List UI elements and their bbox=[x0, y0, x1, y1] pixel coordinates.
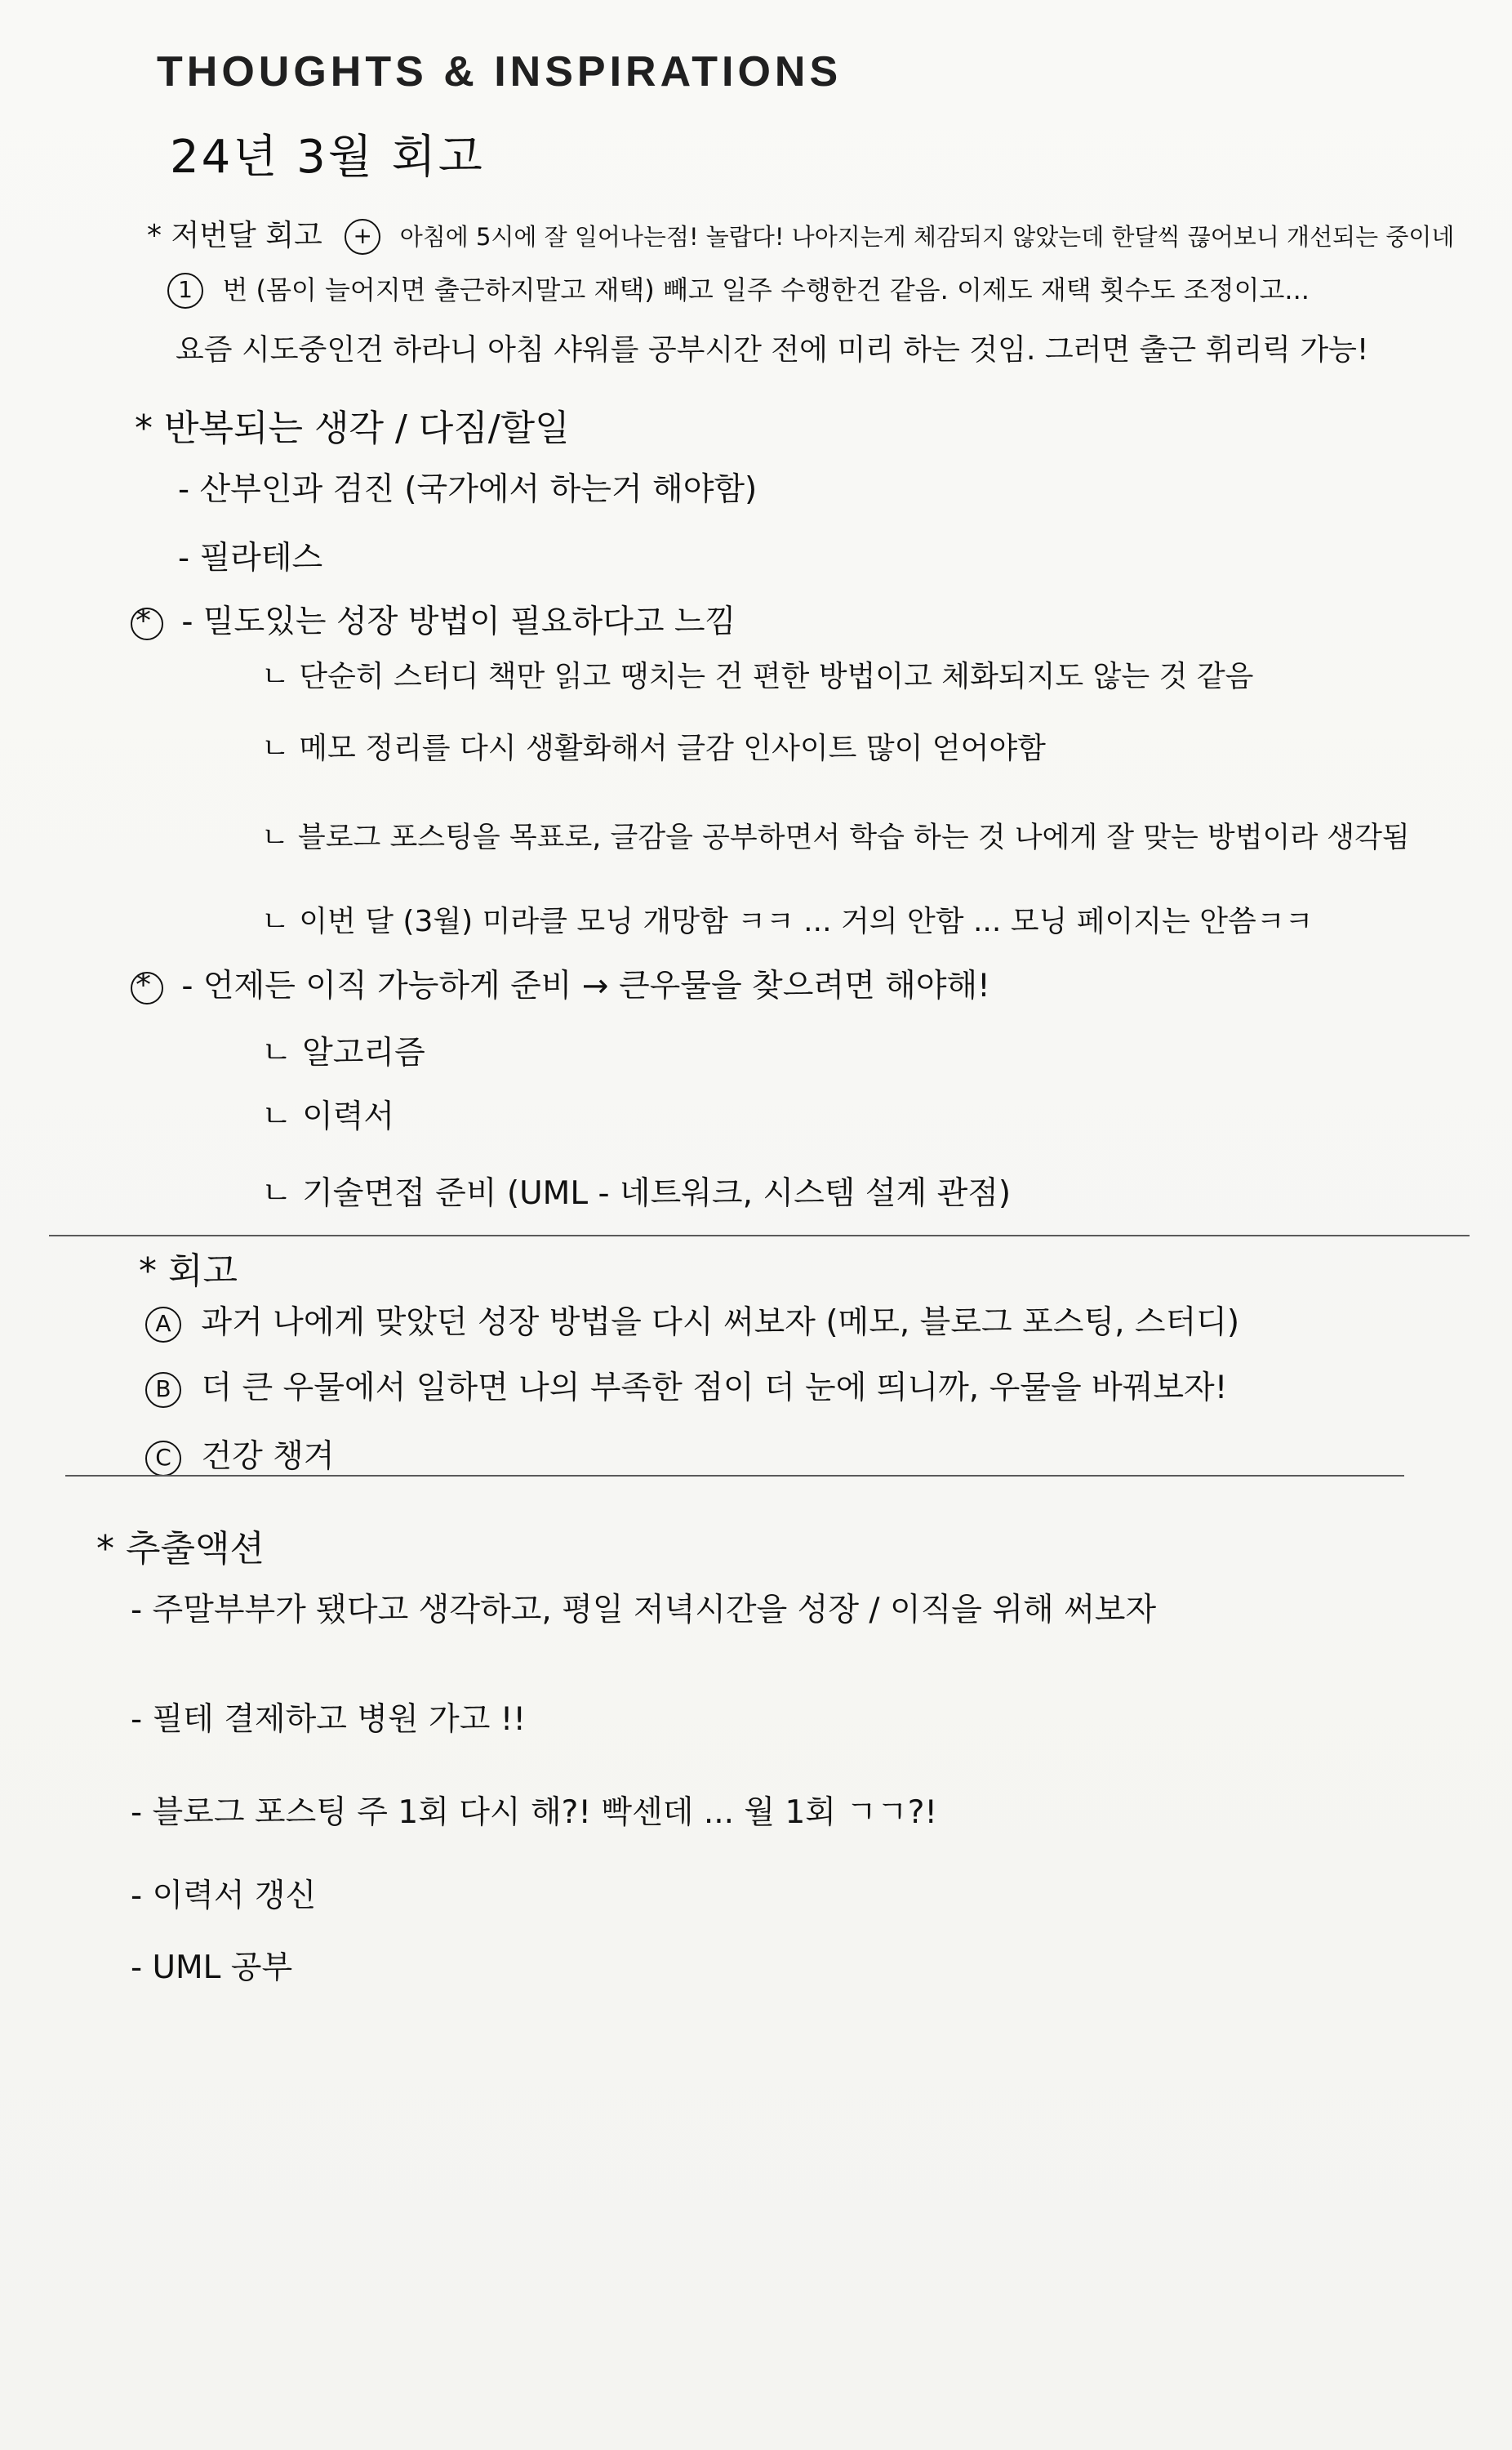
last-month-text-3: 요즘 시도중인건 하라니 아침 샤워를 공부시간 전에 미리 하는 것임. 그러면 출근 휘리릭 가능! bbox=[176, 333, 1369, 367]
last-month-heading: * 저번달 회고 bbox=[147, 219, 322, 252]
letter-b-circle-icon: B bbox=[145, 1372, 181, 1408]
job-heading-row bbox=[131, 960, 990, 1006]
growth-item-2: ㄴ 메모 정리를 다시 생활화해서 글감 인사이트 많이 얻어야함 bbox=[261, 732, 1046, 765]
growth-item-4: ㄴ 이번 달 (3월) 미라클 모닝 개망함 ㅋㅋ ... 거의 안함 ... 모닝 페이지는 안씀ㅋㅋ bbox=[261, 905, 1314, 938]
divider-line-1 bbox=[49, 1235, 1470, 1236]
action-item-2: - 필테 결제하고 병원 가고 !! bbox=[131, 1701, 527, 1738]
last-month-text-1: 아침에 5시에 잘 일어나는점! 놀랍다! 나아지는게 체감되지 않았는데 한달씩 끊어보니 개선되는 중이네 bbox=[399, 223, 1455, 251]
starred-circle-icon: * bbox=[131, 608, 163, 640]
job-item-resume: ㄴ 이력서 bbox=[261, 1098, 395, 1135]
retro-item-a-text: 과거 나에게 맞았던 성장 방법을 다시 써보자 (메모, 블로그 포스팅, 스터디) bbox=[201, 1304, 1240, 1341]
divider-line-2 bbox=[65, 1475, 1404, 1477]
repeat-item-pilates: - 필라테스 bbox=[178, 540, 323, 577]
actions-heading: * 추출액션 bbox=[96, 1528, 265, 1570]
growth-heading: - 밀도있는 성장 방법이 필요하다고 느낌 bbox=[181, 604, 736, 640]
action-item-1: - 주말부부가 됐다고 생각하고, 평일 저녁시간을 성장 / 이직을 위해 써보자 bbox=[131, 1592, 1157, 1628]
last-month-text-2: 번 (몸이 늘어지면 출근하지말고 재택) 빼고 일주 수행한건 같음. 이제도 재택 횟수도 조정이고... bbox=[222, 274, 1310, 305]
retro-item-c bbox=[145, 1431, 335, 1477]
action-item-4: - 이력서 갱신 bbox=[131, 1878, 317, 1914]
job-item-algorithm: ㄴ 알고리즘 bbox=[261, 1035, 425, 1071]
page-header-title: THOUGHTS & INSPIRATIONS bbox=[157, 48, 843, 96]
page-title: 24년 3월 회고 bbox=[170, 131, 485, 184]
letter-c-circle-icon: C bbox=[145, 1441, 181, 1477]
job-item-interview: ㄴ 기술면접 준비 (UML - 네트워크, 시스템 설계 관점) bbox=[261, 1175, 1012, 1212]
growth-heading-row bbox=[131, 596, 736, 642]
starred-circle-icon: * bbox=[131, 972, 163, 1004]
last-month-line-1 bbox=[147, 212, 1454, 255]
last-month-line-2 bbox=[167, 270, 1310, 309]
retro-item-b bbox=[145, 1362, 1227, 1408]
retro-item-a bbox=[145, 1297, 1239, 1343]
repeat-item-checkup: - 산부인과 검진 (국가에서 하는거 해야함) bbox=[178, 471, 758, 508]
growth-item-3: ㄴ 블로그 포스팅을 목표로, 글감을 공부하면서 학습 하는 것 나에게 잘 맞는 방법이라 생각됨 bbox=[261, 822, 1410, 854]
retro-item-b-text: 더 큰 우물에서 일하면 나의 부족한 점이 더 눈에 띄니까, 우물을 바꿔보자! bbox=[201, 1370, 1228, 1406]
repeat-heading: * 반복되는 생각 / 다짐/할일 bbox=[135, 408, 570, 449]
number-one-circle-icon: 1 bbox=[167, 273, 203, 309]
action-item-5: - UML 공부 bbox=[131, 1949, 293, 1986]
retro-item-c-text: 건강 챙겨 bbox=[201, 1438, 335, 1475]
growth-item-1: ㄴ 단순히 스터디 책만 읽고 땡치는 건 편한 방법이고 체화되지도 않는 것 같음 bbox=[261, 660, 1254, 693]
retro-heading: * 회고 bbox=[139, 1250, 238, 1292]
action-item-3: - 블로그 포스팅 주 1회 다시 해?! 빡센데 ... 월 1회 ㄱㄱ?! bbox=[131, 1794, 938, 1831]
plus-circle-icon: + bbox=[345, 219, 380, 255]
job-heading: - 언제든 이직 가능하게 준비 → 큰우물을 찾으려면 해야해! bbox=[181, 968, 990, 1004]
letter-a-circle-icon: A bbox=[145, 1307, 181, 1343]
